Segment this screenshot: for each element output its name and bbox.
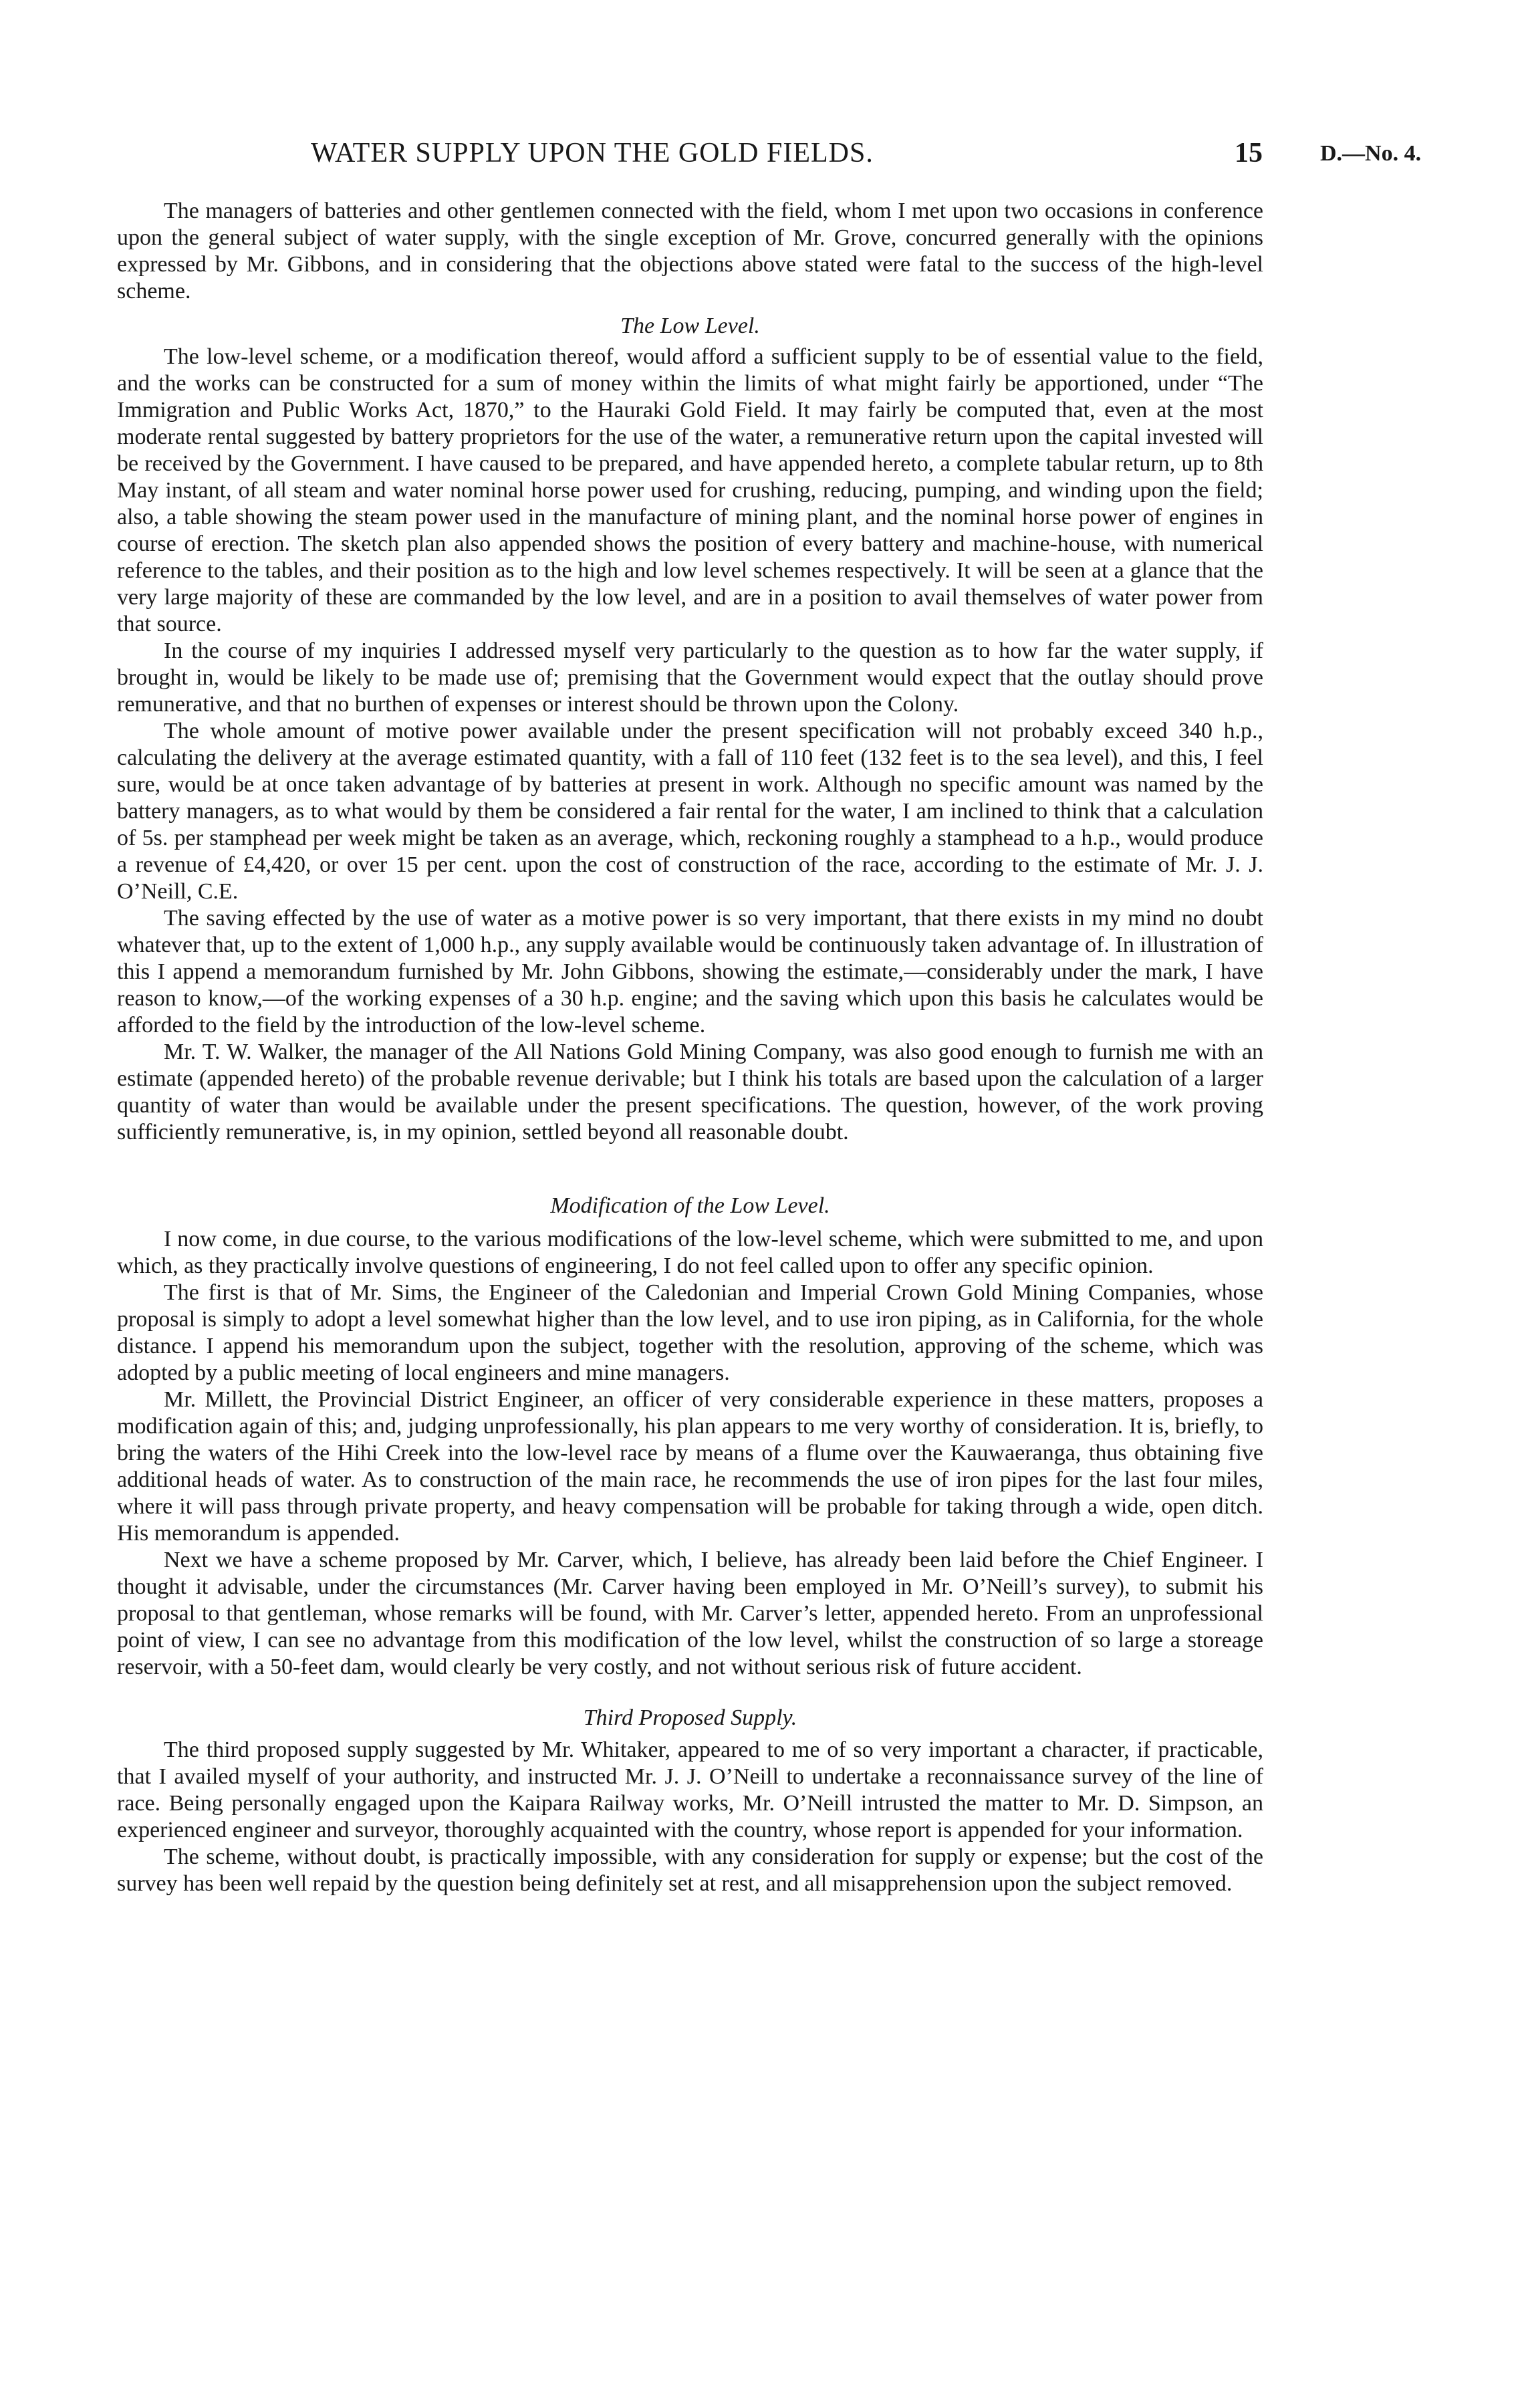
section-heading-low-level: The Low Level. [620, 314, 760, 338]
paragraph: The third proposed supply suggested by Mr. Whitaker, appeared to me of so very important a character, if practicable, that I availed myself of your authority, and instructed Mr. J. J. O’Neill to undertake a reconnaissance survey of the line of race. Being personally engaged upon the Kaipara Railway works, Mr. O’Neill intrusted the matter to Mr. D. Simpson, an experienced engineer and surveyor, thoroughly acquainted with the country, whose report is appended for your information. [117, 1737, 1263, 1842]
paragraph: The whole amount of motive power available under the present specification will not probably exceed 340 h.p., calculating the delivery at the average estimated quantity, with a fall of 110 feet (132 feet is to the sea level), and this, I feel sure, would be at once taken advantage of by batteries at present in work. Although no specific amount was named by the battery managers, as to what would by them be considered a fair rental for the water, I am inclined to think that a calculation of 5s. per stamphead per week might be taken as an average, which, reckoning roughly a stamphead to a h.p., would produce a revenue of £4,420, or over 15 per cent. upon the cost of construction of the race, according to the estimate of Mr. J. J. O’Neill, C.E. [117, 719, 1263, 904]
page-header [117, 137, 1447, 177]
body-text [117, 198, 1263, 1897]
document-reference: D.—No. 4. [1320, 141, 1422, 166]
running-title: WATER SUPPLY UPON THE GOLD FIELDS. [311, 138, 874, 168]
paragraph: The scheme, without doubt, is practically impossible, with any consideration for supply or expense; but the cost of the survey has been well repaid by the question being definitely set at rest, and all misapprehension upon the subject removed. [117, 1844, 1263, 1896]
paragraph: Next we have a scheme proposed by Mr. Carver, which, I believe, has already been laid before the Chief Engineer. I thought it advisable, under the circumstances (Mr. Carver having been employed in Mr. O’Neill’s survey), to submit his proposal to that gentleman, whose remarks will be found, with Mr. Carver’s letter, appended hereto. From an unprofessional point of view, I can see no advantage from this modification of the low level, whilst the construction of so large a storeage reservoir, with a 50-feet dam, would clearly be very costly, and not without serious risk of future accident. [117, 1548, 1263, 1679]
paragraph: The saving effected by the use of water as a motive power is so very important, that there exists in my mind no doubt whatever that, up to the extent of 1,000 h.p., any supply available would be continuously taken advantage of. In illustration of this I append a memorandum furnished by Mr. John Gibbons, showing the estimate,—considerably under the mark, I have reason to know,—of the working expenses of a 30 h.p. engine; and the saving which upon this basis he calculates would be afforded to the field by the introduction of the low-level scheme. [117, 906, 1263, 1038]
paragraph: The low-level scheme, or a modification thereof, would afford a sufficient supply to be of essential value to the field, and the works can be constructed for a sum of money within the limits of what might fairly be apportioned, under “The Immigration and Public Works Act, 1870,” to the Hauraki Gold Field. It may fairly be computed that, even at the most moderate rental suggested by battery proprietors for the use of the water, a remunerative return upon the capital invested will be received by the Government. I have caused to be prepared, and have appended hereto, a complete tabular return, up to 8th May instant, of all steam and water nominal horse power used for crushing, reducing, pumping, and winding upon the field; also, a table showing the steam power used in the manufacture of mining plant, and the nominal horse power of engines in course of erection. The sketch plan also appended shows the position of every battery and machine-house, with numerical reference to the tables, and their position as to the high and low level schemes respectively. It will be seen at a glance that the very large majority of these are commanded by the low level, and are in a position to avail themselves of water power from that source. [117, 344, 1263, 636]
paragraph: Mr. T. W. Walker, the manager of the All Nations Gold Mining Company, was also good enough to furnish me with an estimate (appended hereto) of the probable revenue derivable; but I think his totals are based upon the calculation of a larger quantity of water than would be available under the present specifications. The question, however, of the work proving sufficiently remunerative, is, in my opinion, settled beyond all reasonable doubt. [117, 1040, 1263, 1145]
paragraph: I now come, in due course, to the various modifications of the low-level scheme, which were submitted to me, and upon which, as they practically involve questions of engineering, I do not feel called upon to offer any specific opinion. [117, 1227, 1263, 1278]
intro-paragraph: The managers of batteries and other gentlemen connected with the field, whom I met upon two occasions in conference upon the general subject of water supply, with the single exception of Mr. Grove, concurred generally with the opinions expressed by Mr. Gibbons, and in considering that the objections above stated were fatal to the success of the high-level scheme. [117, 199, 1263, 304]
paragraph: The first is that of Mr. Sims, the Engineer of the Caledonian and Imperial Crown Gold Mining Companies, whose proposal is simply to adopt a level somewhat higher than the low level, and to use iron piping, as in California, for the whole distance. I append his memorandum upon the subject, together with the resolution, approving of the scheme, which was adopted by a public meeting of local engineers and mine managers. [117, 1280, 1263, 1385]
section-heading-third-supply: Third Proposed Supply. [583, 1705, 797, 1730]
section-heading-modification: Modification of the Low Level. [550, 1193, 830, 1218]
paragraph: In the course of my inquiries I addressed myself very particularly to the question as to how far the water supply, if brought in, would be likely to be made use of; premising that the Government would expect that the outlay should prove remunerative, and that no burthen of expenses or interest should be thrown upon the Colony. [117, 638, 1263, 717]
page-number: 15 [1235, 138, 1263, 168]
paragraph: Mr. Millett, the Provincial District Engineer, an officer of very considerable experience in these matters, proposes a modification again of this; and, judging unprofessionally, his plan appears to me very worthy of consideration. It is, briefly, to bring the waters of the Hihi Creek into the low-level race by means of a flume over the Kauwaeranga, thus obtaining five additional heads of water. As to construction of the main race, he recommends the use of iron pipes for the last four miles, where it will pass through private property, and heavy compensation will be probable for taking through a wide, open ditch. His memorandum is appended. [117, 1387, 1263, 1546]
